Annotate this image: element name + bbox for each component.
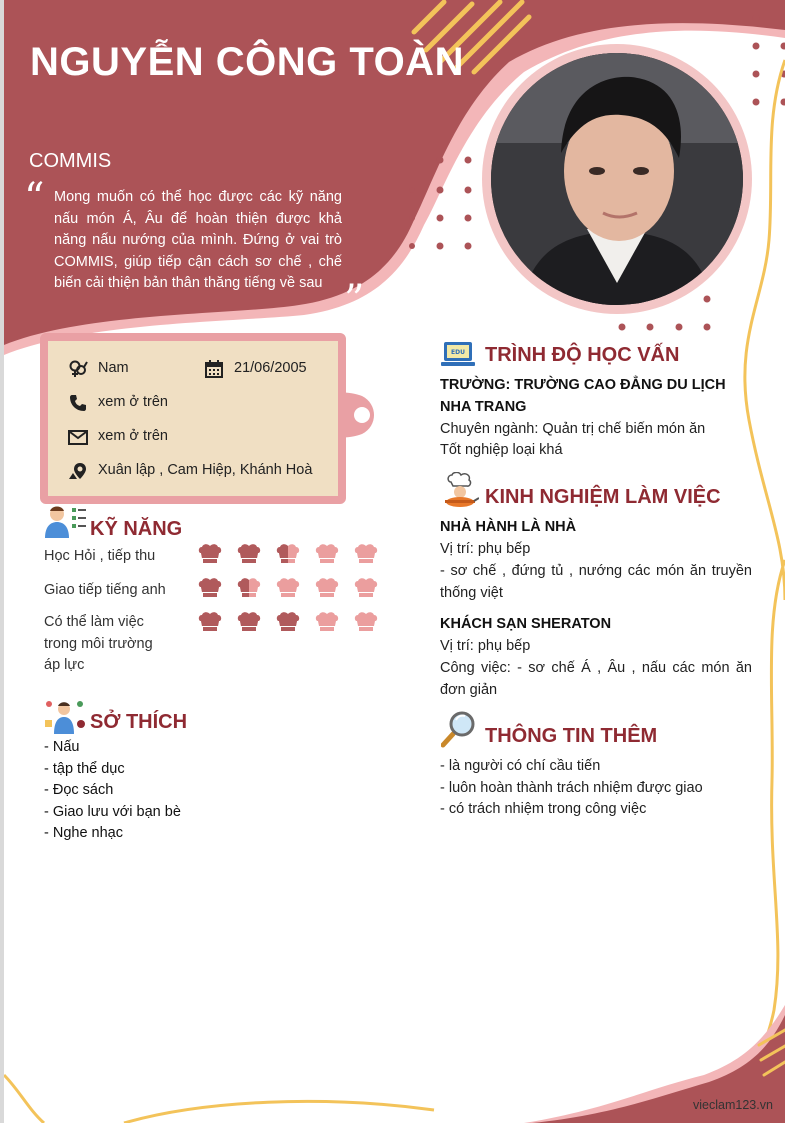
skill-rating-hat-icon <box>354 578 378 598</box>
quote-close-icon: ” <box>344 277 365 323</box>
skill-rating-hat-icon <box>237 612 261 632</box>
hobbies-title: SỞ THÍCH <box>90 711 188 733</box>
avatar <box>482 44 752 314</box>
quote-open-icon: “ <box>24 175 45 221</box>
gender-value: Nam <box>98 360 129 376</box>
skill-rating-hat-icon <box>276 612 300 632</box>
job-description: Công việc: - sơ chế Á , Âu , nấu các món ăn đơn giản <box>440 660 752 698</box>
skill-rating-hat-icon <box>315 578 339 598</box>
skills-icon <box>44 504 86 538</box>
skill-rating-hat-icon <box>198 578 222 598</box>
skill-ratings <box>198 544 388 644</box>
experience-title: KINH NGHIỆM LÀM VIỆC <box>485 486 721 508</box>
edu-icon-label: EDU <box>451 349 465 356</box>
hobby-item: - Giao lưu với bạn bè <box>44 803 181 820</box>
job-position: Vị trí: phụ bếp <box>440 638 531 654</box>
calendar-icon <box>204 359 224 379</box>
more-info-item: - luôn hoàn thành trách nhiệm được giao <box>440 779 703 796</box>
job-company: NHÀ HÀNH LÀ NHÀ <box>440 519 577 535</box>
address-value: Xuân lập , Cam Hiệp, Khánh Hoà <box>98 462 313 478</box>
education-major: Chuyên ngành: Quản trị chế biến món ăn <box>440 421 706 437</box>
job-company: KHÁCH SẠN SHERATON <box>440 616 612 632</box>
education-title: TRÌNH ĐỘ HỌC VẤN <box>485 344 680 366</box>
skills-title: KỸ NĂNG <box>90 518 183 540</box>
candidate-name: NGUYỄN CÔNG TOÀN <box>30 40 464 84</box>
skill-rating-hat-icon <box>276 578 300 598</box>
hobbies-icon <box>44 698 86 734</box>
skill-rating-hat-icon <box>354 544 378 564</box>
skill-rating-hat-icon <box>315 544 339 564</box>
skill-rating-hat-icon <box>198 612 222 632</box>
footer-site: vieclam123.vn <box>693 1098 773 1112</box>
skill-label: Học Hỏi , tiếp thu <box>44 548 156 564</box>
skill-label: Giao tiếp tiếng anh <box>44 582 166 598</box>
chef-icon <box>441 472 479 508</box>
more-info-title: THÔNG TIN THÊM <box>485 725 658 747</box>
gender-icon <box>68 359 88 379</box>
hobby-item: - Đọc sách <box>44 782 114 798</box>
personal-info-card <box>40 333 346 504</box>
avatar-photo <box>491 53 743 305</box>
skill-rating-hat-icon <box>315 612 339 632</box>
more-info-item: - có trách nhiệm trong công việc <box>440 801 647 817</box>
phone-icon <box>68 393 88 413</box>
magnifier-icon <box>441 710 477 748</box>
mail-icon <box>68 427 88 447</box>
cv-page <box>4 0 785 1123</box>
skill-rating-hat-icon <box>354 612 378 632</box>
hobby-item: - tập thể dục <box>44 760 125 777</box>
more-info-item: - là người có chí cầu tiến <box>440 758 601 774</box>
school-name: TRƯỜNG: TRƯỜNG CAO ĐẲNG DU LỊCH NHA TRANG <box>440 377 726 415</box>
skill-label: Có thể làm việc trong môi trường áp lực <box>44 614 153 673</box>
job-description: - sơ chế , đứng tủ , nướng các món ăn truyền thống việt <box>440 563 752 601</box>
laptop-icon <box>441 340 475 368</box>
more-info-list <box>440 756 703 821</box>
hobbies-list <box>44 737 181 845</box>
skill-rating-hat-icon <box>198 544 222 564</box>
education-grade: Tốt nghiệp loại khá <box>440 442 563 458</box>
job-title: COMMIS <box>29 150 112 172</box>
skill-rating-hat-icon <box>237 544 261 564</box>
email-value: xem ở trên <box>98 428 168 444</box>
skill-rating-hat-icon <box>276 544 300 564</box>
phone-value: xem ở trên <box>98 394 168 410</box>
hobby-item: - Nấu <box>44 739 80 755</box>
location-icon <box>68 461 88 481</box>
skill-rating-hat-icon <box>237 578 261 598</box>
birthdate-value: 21/06/2005 <box>234 360 307 376</box>
career-objective: Mong muốn có thể học được các kỹ năng nấu món Á, Âu để hoàn thiện được khả năng nấu nướng của mình. Đứng ở vai trò COMMIS, giúp tiếp cận cách sơ chế , chế biến cải thiện bản thân thăng tiếng về sau <box>54 189 342 291</box>
job-position: Vị trí: phụ bếp <box>440 541 531 557</box>
hobby-item: - Nghe nhạc <box>44 825 123 841</box>
